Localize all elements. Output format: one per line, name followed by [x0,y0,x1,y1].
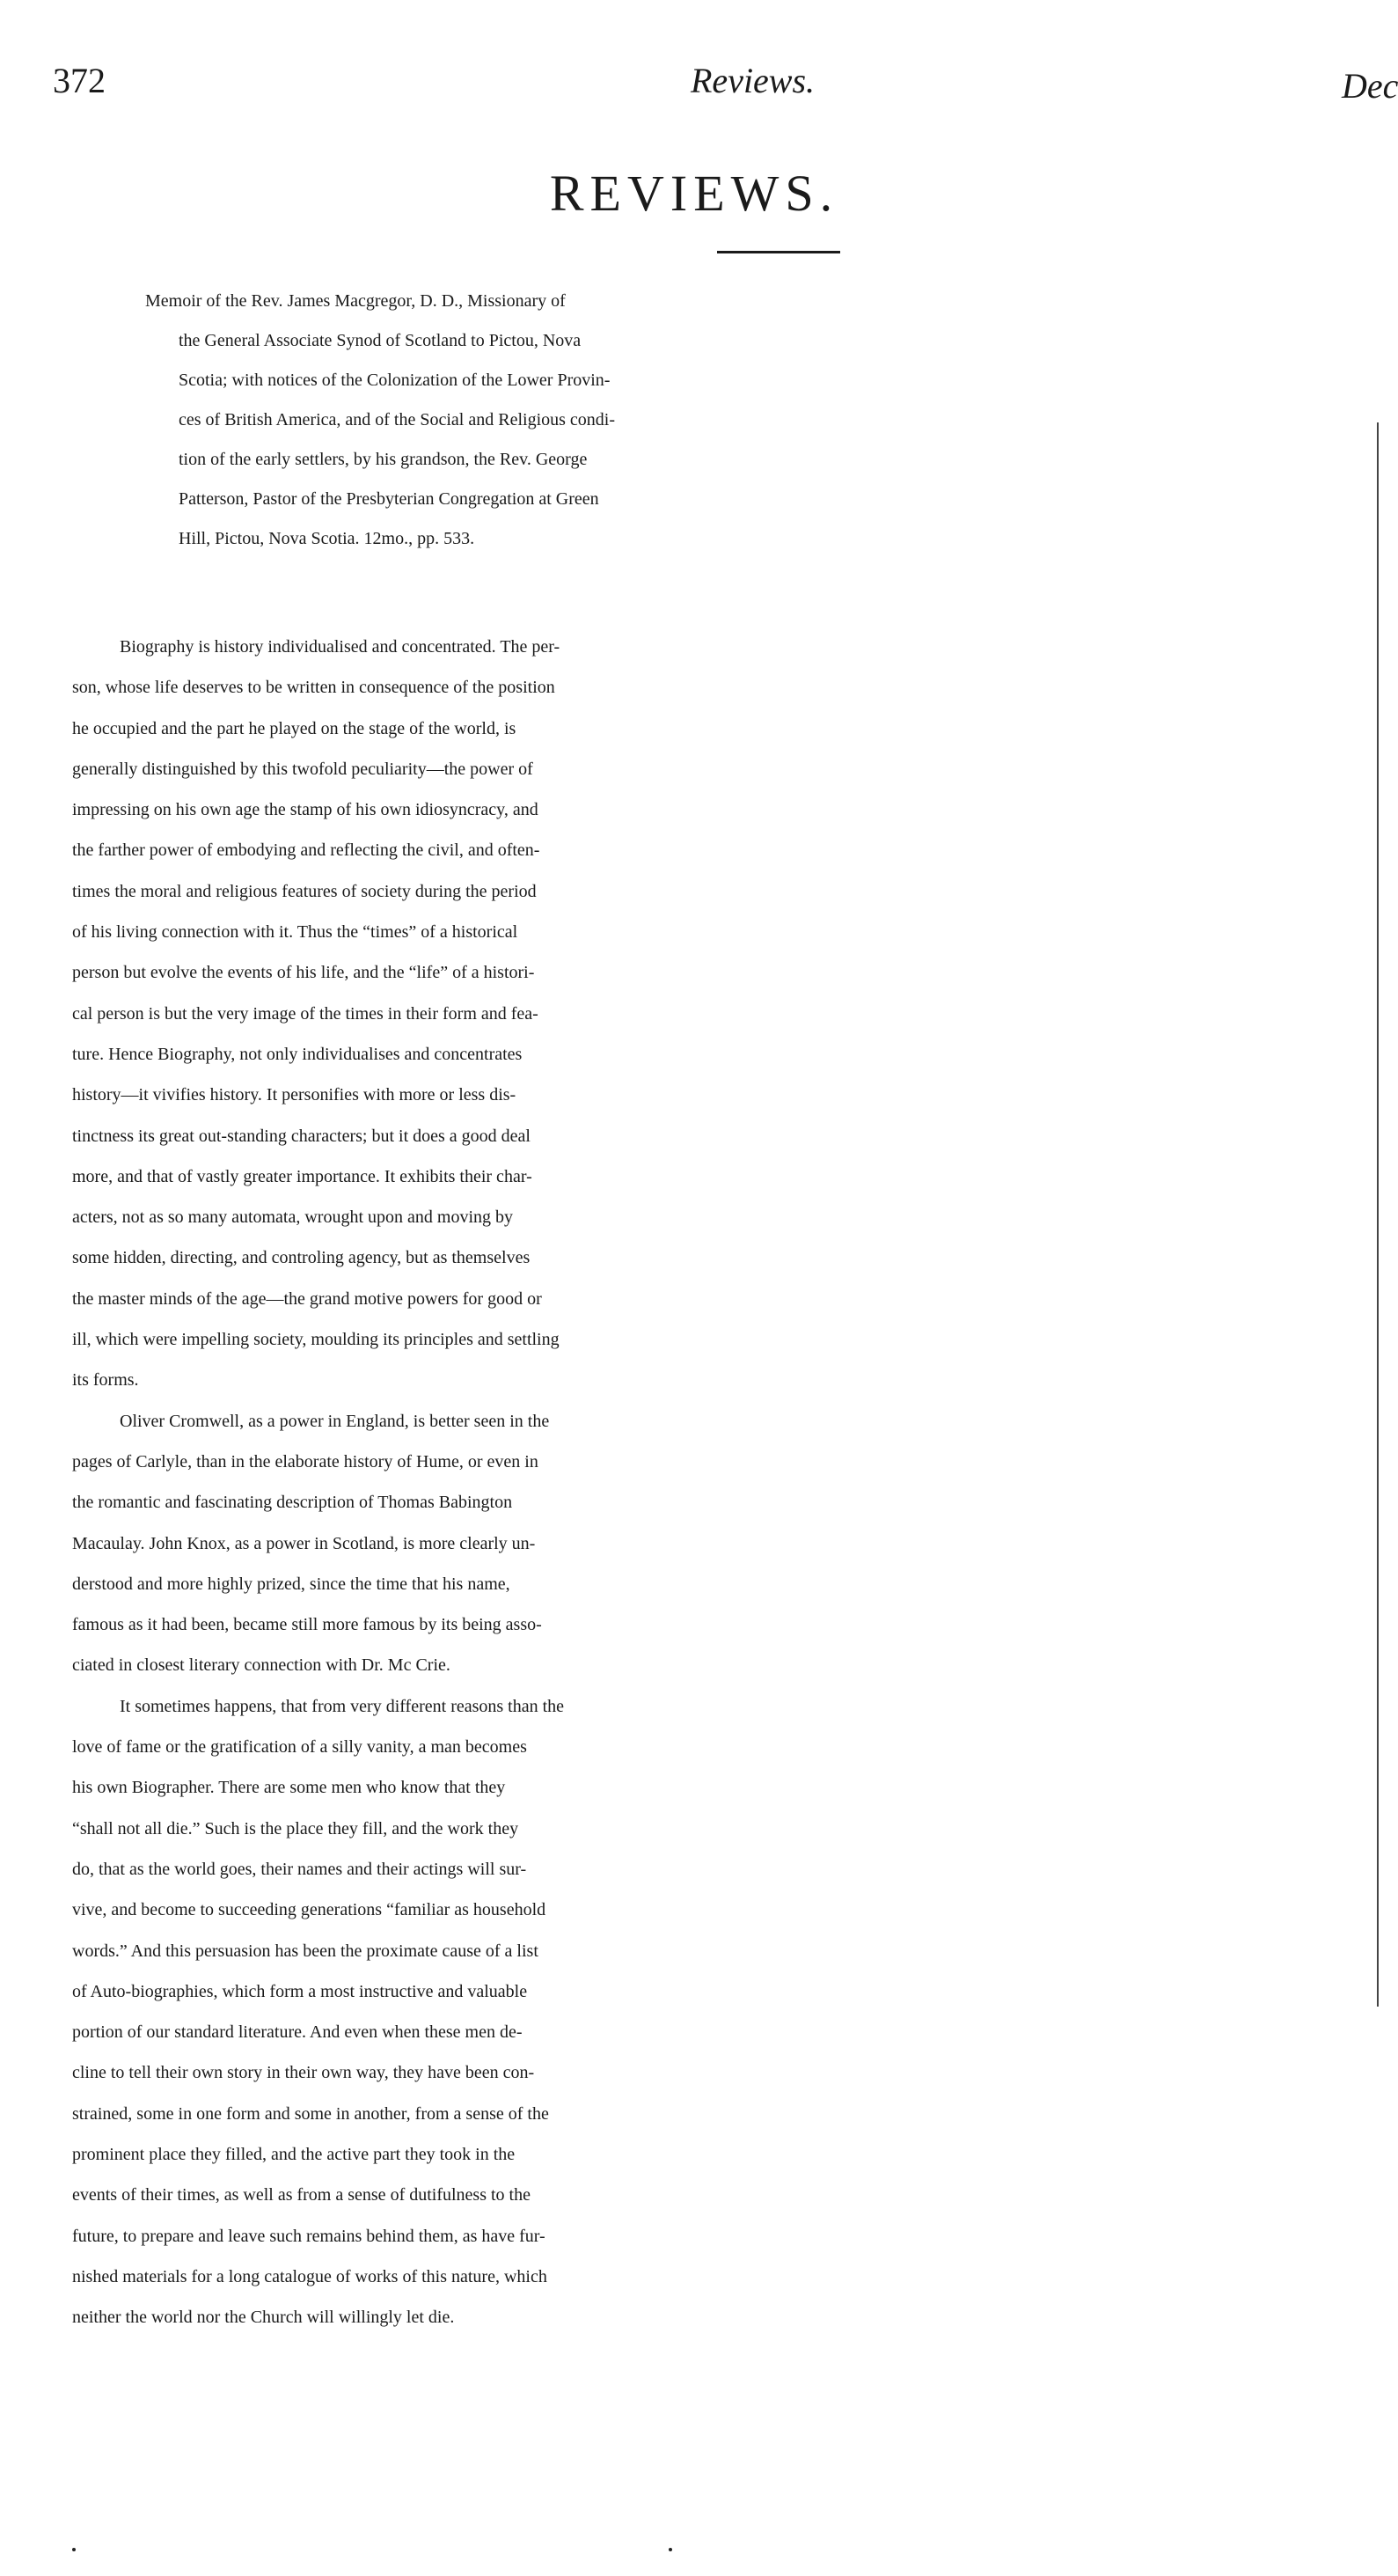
text-line: its forms. [72,1370,139,1391]
text-line: Macaulay. John Knox, as a power in Scotland, is more clearly un- [72,1533,536,1553]
text-line: It sometimes happens, that from very different reasons than the [120,1696,565,1716]
text-line: portion of our standard literature. And even when these men de- [72,2022,523,2043]
text-line: words.” And this persuasion has been the proximate cause of a list [72,1941,538,1961]
citation-line: the General Associate Synod of Scotland to Pictou, Nova [179,331,582,350]
text-line: times the moral and religious features of society during the period [72,881,537,901]
margin-dot [669,2548,672,2551]
text-line: some hidden, directing, and controling agency, but as themselves [72,1248,531,1268]
citation-line: Patterson, Pastor of the Presbyterian Congregation at Green [179,489,599,509]
text-line: his own Biographer. There are some men who know that they [72,1778,506,1798]
text-line: generally distinguished by this twofold peculiarity—the power of [72,759,533,779]
text-line: acters, not as so many automata, wrought upon and moving by [72,1207,514,1228]
text-line: he occupied and the part he played on the stage of the world, is [72,718,516,738]
text-line: derstood and more highly prized, since the time that his name, [72,1574,510,1594]
review-citation [145,282,1386,559]
margin-dot [72,2548,76,2551]
text-line: of his living connection with it. Thus the “times” of a historical [72,922,518,943]
binding-edge-line [1377,422,1379,2007]
citation-line: Memoir of the Rev. James Macgregor, D. D., Missionary of [145,291,566,311]
paragraph-cromwell [72,1401,1387,1686]
text-line: son, whose life deserves to be written in consequence of the position [72,678,555,698]
text-line: nished materials for a long catalogue of works of this nature, which [72,2266,547,2286]
citation-line: Hill, Pictou, Nova Scotia. 12mo., pp. 533. [179,529,475,548]
running-title-cut: Dec [1342,66,1398,106]
text-line: Oliver Cromwell, as a power in England, is better seen in the [120,1411,550,1431]
citation-line: ces of British America, and of the Social and Religious condi- [179,410,615,429]
text-line: the romantic and fascinating description of Thomas Babington [72,1493,513,1513]
running-title: Reviews. [691,61,816,100]
text-line: cline to tell their own story in their own way, they have been con- [72,2063,535,2083]
citation-line: tion of the early settlers, by his grandson, the Rev. George [179,450,588,469]
text-line: ill, which were impelling society, moulding its principles and settling [72,1330,560,1350]
text-line: future, to prepare and leave such remains behind them, as have fur- [72,2226,545,2246]
text-line: “shall not all die.” Such is the place they fill, and the work they [72,1818,519,1838]
text-line: do, that as the world goes, their names and their actings will sur- [72,1859,527,1879]
text-line: person but evolve the events of his life, and the “life” of a histori- [72,963,535,983]
text-line: ture. Hence Biography, not only individualises and concentrates [72,1044,523,1064]
text-line: the master minds of the age—the grand motive powers for good or [72,1288,542,1309]
title-rule [717,251,840,253]
text-line: love of fame or the gratification of a silly vanity, a man becomes [72,1737,527,1758]
text-line: Biography is history individualised and concentrated. The per- [120,637,560,657]
text-line: history—it vivifies history. It personifies with more or less dis- [72,1085,516,1105]
page-number: 372 [53,61,106,100]
text-line: famous as it had been, became still more famous by its being asso- [72,1615,542,1635]
running-head [53,60,1398,113]
text-line: more, and that of vastly greater importance. It exhibits their char- [72,1166,532,1186]
text-line: events of their times, as well as from a sense of dutifulness to the [72,2185,531,2205]
text-line: vive, and become to succeeding generations “familiar as household [72,1900,546,1920]
text-line: impressing on his own age the stamp of his own idiosyncracy, and [72,800,538,820]
review-body [72,627,1387,2337]
text-line: ciated in closest literary connection with Dr. Mc Crie. [72,1655,450,1676]
text-line: neither the world nor the Church will willingly let die. [72,2308,455,2328]
text-line: tinctness its great out-standing characters; but it does a good deal [72,1126,531,1146]
paragraph-autobiography [72,1686,1387,2338]
section-title: REVIEWS. [549,165,839,222]
text-line: strained, some in one form and some in another, from a sense of the [72,2103,549,2124]
text-line: cal person is but the very image of the times in their form and fea- [72,1003,538,1024]
paragraph-biography [72,627,1387,1401]
text-line: pages of Carlyle, than in the elaborate history of Hume, or even in [72,1451,538,1471]
text-line: prominent place they filled, and the active part they took in the [72,2144,516,2164]
text-line: of Auto-biographies, which form a most instructive and valuable [72,1981,528,2001]
citation-line: Scotia; with notices of the Colonization of the Lower Provin- [179,371,611,390]
text-line: the farther power of embodying and reflecting the civil, and often- [72,840,540,861]
